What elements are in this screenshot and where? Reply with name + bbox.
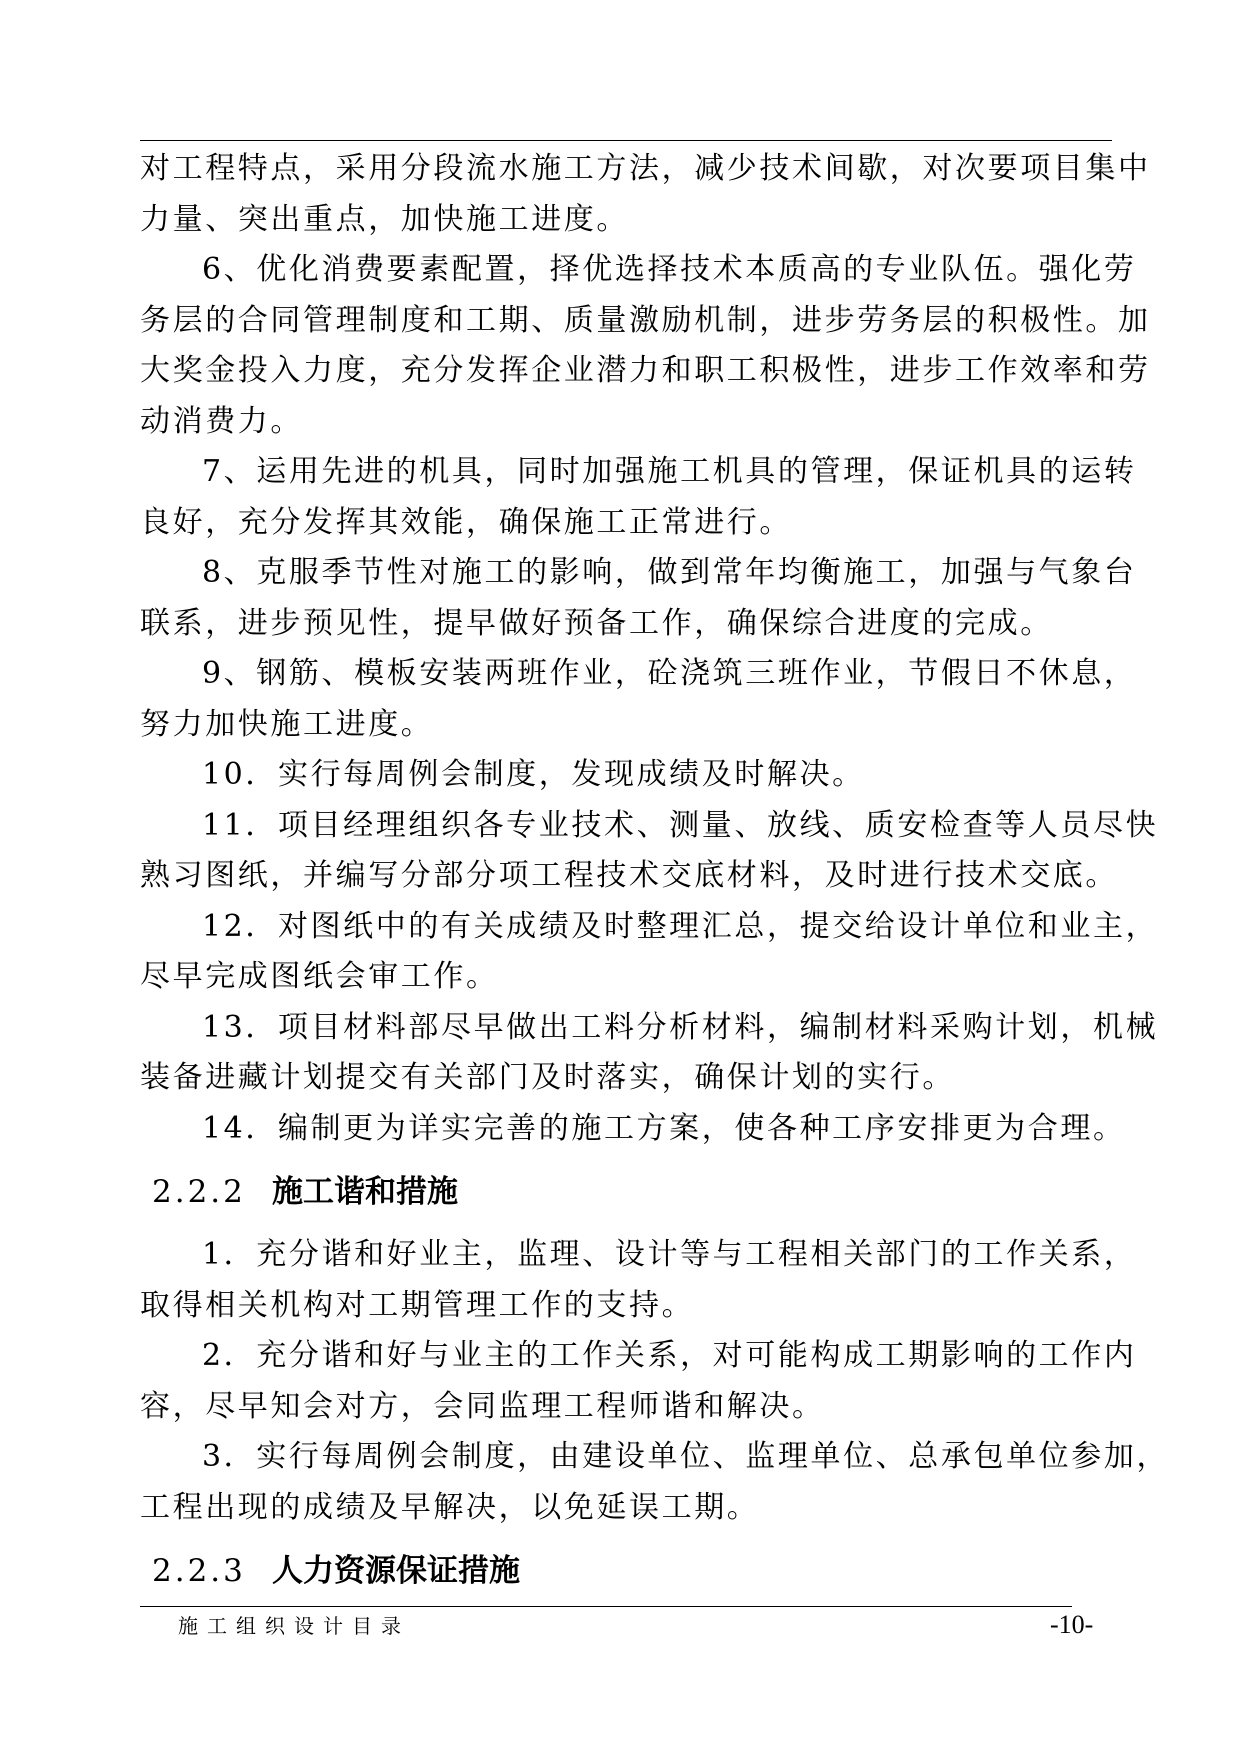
paragraph-line: 1．充分谐和好业主，监理、设计等与工程相关部门的工作关系， — [202, 1237, 1137, 1272]
paragraph-line: 力量、突出重点，加快施工进度。 — [140, 201, 629, 237]
page-number: -10- — [1050, 1610, 1094, 1639]
section-number: 2.2.3 — [152, 1553, 246, 1589]
paragraph-line: 3．实行每周例会制度，由建设单位、监理单位、总承包单位参加， — [202, 1439, 1170, 1474]
section-title: 人力资源保证措施 — [272, 1553, 520, 1589]
paragraph-group-top — [140, 144, 1159, 1154]
paragraph-group-2-2-2 — [140, 1230, 1170, 1533]
paragraph-line: 容，尽早知会对方，会同监理工程师谐和解决。 — [140, 1388, 825, 1424]
section-heading-2-2-2 — [140, 1154, 1120, 1230]
section-number: 2.2.2 — [152, 1174, 246, 1210]
paragraph-line: 9、钢筋、模板安装两班作业，砼浇筑三班作业，节假日不休息， — [202, 656, 1137, 691]
paragraph-line: 13．项目材料部尽早做出工料分析材料，编制材料采购计划，机械 — [202, 1009, 1159, 1045]
paragraph-line: 对工程特点，采用分段流水施工方法，减少技术间歇，对次要项目集中 — [140, 151, 1151, 186]
paragraph-line: 工程出现的成绩及早解决，以免延误工期。 — [140, 1489, 760, 1525]
paragraph-line: 动消费力。 — [140, 403, 303, 439]
paragraph-line: 12．对图纸中的有关成绩及时整理汇总，提交给设计单位和业主， — [202, 908, 1159, 944]
paragraph-line: 尽早完成图纸会审工作。 — [140, 959, 499, 994]
section-title: 施工谐和措施 — [272, 1174, 458, 1210]
paragraph-line: 熟习图纸，并编写分部分项工程技术交底材料，及时进行技术交底。 — [140, 858, 1118, 893]
paragraph-line: 11．项目经理组织各专业技术、测量、放线、质安检查等人员尽快 — [202, 807, 1159, 843]
paragraph-line: 8、克服季节性对施工的影响，做到常年均衡施工，加强与气象台 — [202, 555, 1137, 590]
paragraph-line: 14．编制更为详实完善的施工方案，使各种工序安排更为合理。 — [202, 1110, 1126, 1146]
footer-document-title: 施工组织设计目录 — [178, 1614, 410, 1638]
paragraph-line: 6、优化消费要素配置，择优选择技术本质高的专业队伍。强化劳 — [202, 252, 1137, 287]
section-heading-2-2-3 — [140, 1533, 1120, 1609]
document-body — [140, 144, 1170, 1609]
paragraph-line: 务层的合同管理制度和工期、质量激励机制，进步劳务层的积极性。加 — [140, 302, 1151, 338]
paragraph-line: 大奖金投入力度，充分发挥企业潜力和职工积极性，进步工作效率和劳 — [140, 353, 1151, 388]
paragraph-line: 2．充分谐和好与业主的工作关系，对可能构成工期影响的工作内 — [202, 1338, 1137, 1373]
footer-rule — [140, 1606, 1072, 1607]
paragraph-line: 7、运用先进的机具，同时加强施工机具的管理，保证机具的运转 — [202, 454, 1137, 489]
paragraph-line: 良好，充分发挥其效能，确保施工正常进行。 — [140, 504, 792, 540]
paragraph-line: 装备进藏计划提交有关部门及时落实，确保计划的实行。 — [140, 1060, 955, 1095]
paragraph-line: 取得相关机构对工期管理工作的支持。 — [140, 1287, 695, 1323]
paragraph-line: 10．实行每周例会制度，发现成绩及时解决。 — [202, 757, 865, 792]
paragraph-line: 联系，进步预见性，提早做好预备工作，确保综合进度的完成。 — [140, 605, 1053, 641]
header-rule — [140, 140, 1112, 141]
paragraph-line: 努力加快施工进度。 — [140, 706, 434, 742]
